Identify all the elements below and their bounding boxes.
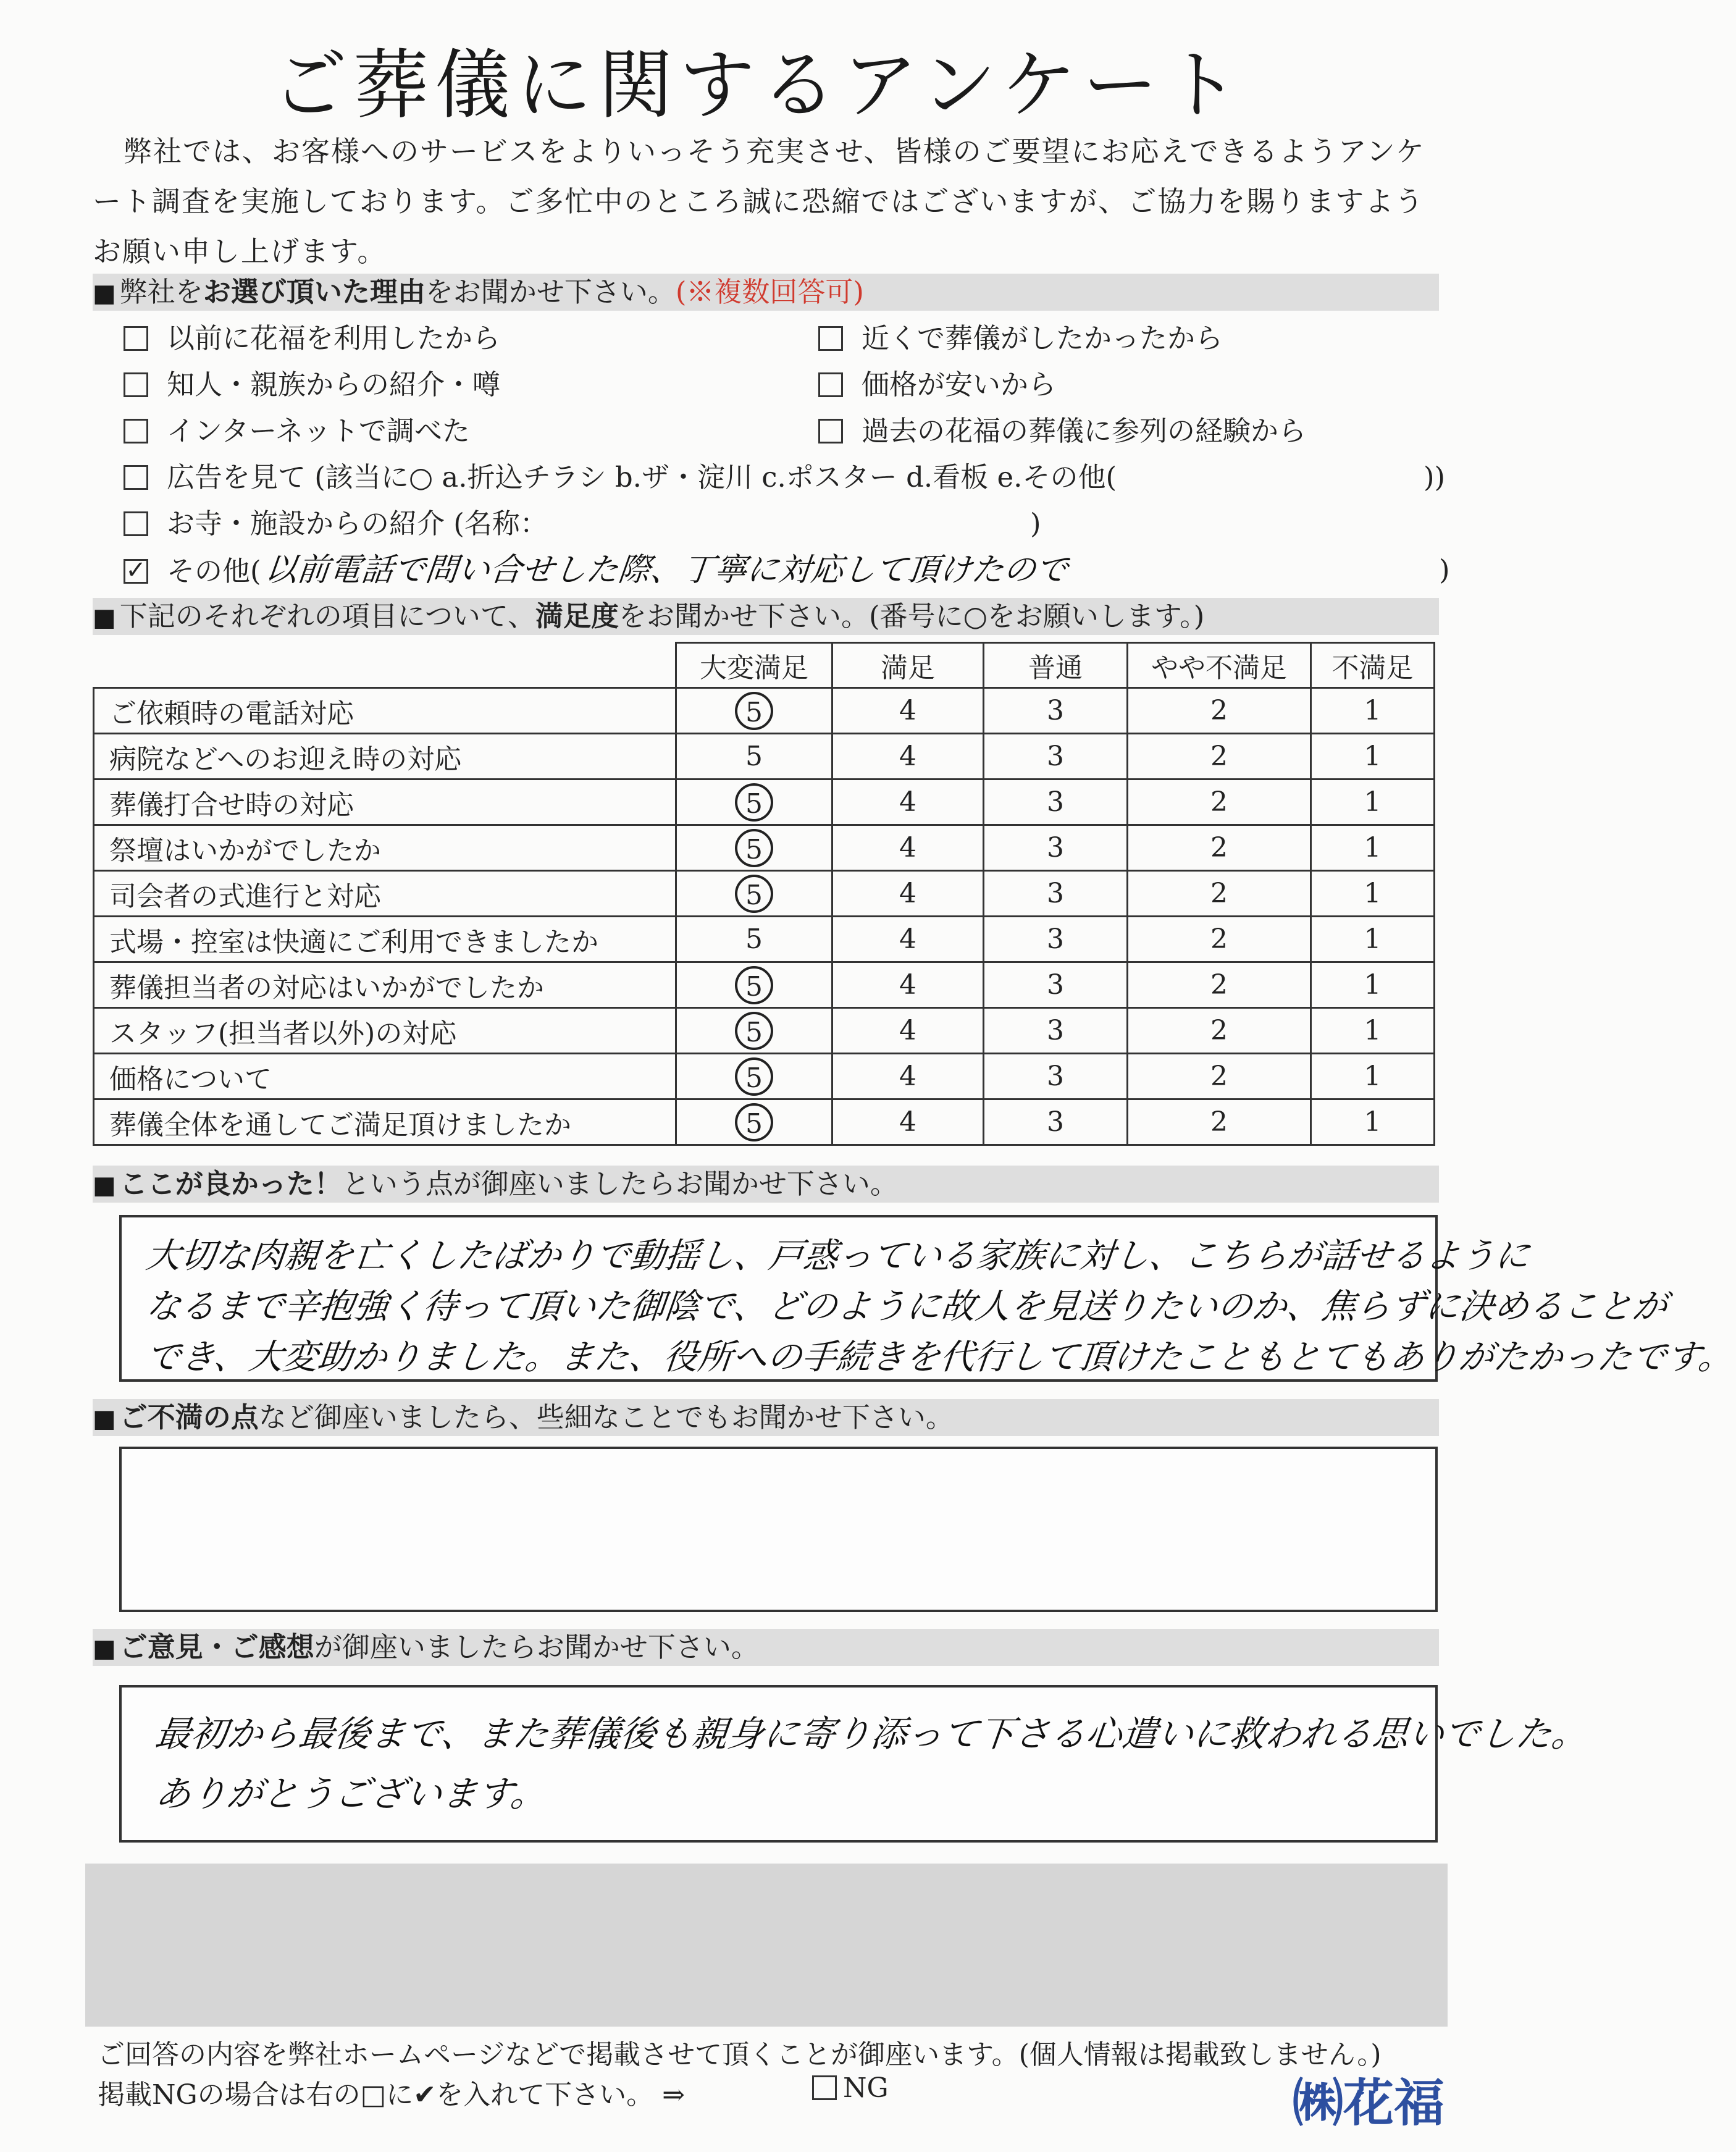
rating-item-label: 葬儀打合せ時の対応	[94, 780, 676, 825]
rating-cell[interactable]	[1311, 688, 1435, 734]
rating-cell[interactable]	[676, 962, 832, 1008]
rating-value: 3	[1047, 695, 1064, 726]
good-points-line: 大切な肉親を亡くしたばかりで動揺し、戸惑っている家族に対し、こちらが話せるように	[144, 1236, 1532, 1276]
rating-cell[interactable]	[676, 1008, 832, 1054]
rating-cell[interactable]	[1128, 917, 1311, 962]
rating-cell[interactable]	[1311, 780, 1435, 825]
good-points-line: なるまで辛抱強く待って頂いた御陰で、どのように故人を見送りたいのか、焦らずに決めることが	[144, 1287, 1669, 1327]
rating-value: 2	[1210, 832, 1228, 864]
rating-value: 4	[899, 1106, 916, 1138]
table-row	[94, 1099, 1435, 1145]
rating-item-label: ご依頼時の電話対応	[94, 688, 676, 734]
rating-value: 3	[1047, 923, 1064, 955]
rating-value: 1	[1364, 741, 1382, 772]
rating-cell[interactable]	[832, 917, 984, 962]
col-dissatisfied: 不満足	[1311, 643, 1435, 688]
rating-cell[interactable]	[984, 917, 1128, 962]
rating-cell[interactable]	[1311, 1054, 1435, 1099]
rating-value: 1	[1364, 1015, 1382, 1046]
rating-cell[interactable]	[1311, 917, 1435, 962]
rating-cell[interactable]	[984, 871, 1128, 917]
opinions-answer-box[interactable]	[119, 1685, 1590, 1843]
rating-cell[interactable]	[1128, 780, 1311, 825]
rating-item-label: スタッフ(担当者以外)の対応	[94, 1008, 676, 1054]
table-row	[94, 1054, 1435, 1099]
rating-value: 3	[1047, 878, 1064, 909]
complaints-answer-box[interactable]	[119, 1447, 1438, 1612]
rating-value: 4	[899, 969, 916, 1001]
selected-rating: 5	[735, 783, 773, 822]
rating-value: 2	[1210, 741, 1228, 772]
rating-value: 1	[1364, 695, 1382, 726]
rating-cell[interactable]	[1128, 1099, 1311, 1145]
rating-value: 2	[1210, 695, 1228, 726]
good-points-line: でき、大変助かりました。また、役所への手続きを代行して頂けたこともとてもありがたかったです。	[144, 1337, 1735, 1377]
rating-value: 3	[1047, 832, 1064, 864]
reason-option-nearby[interactable]: 近くで葬儀がしたかったから	[818, 320, 1223, 357]
redacted-area	[85, 1864, 1448, 2027]
rating-cell[interactable]	[676, 734, 832, 780]
checkbox-checked[interactable]	[124, 555, 148, 584]
table-header-row	[94, 643, 1435, 688]
section-complaints-header: ■ ご不満の点など御座いましたら、些細なことでもお聞かせ下さい。	[93, 1399, 1439, 1436]
table-row	[94, 1008, 1435, 1054]
selected-rating: 5	[735, 829, 773, 867]
rating-cell[interactable]	[676, 1099, 832, 1145]
checkbox[interactable]	[818, 419, 843, 443]
rating-item-label: 式場・控室は快適にご利用できましたか	[94, 917, 676, 962]
rating-cell[interactable]	[1128, 1054, 1311, 1099]
ng-checkbox-option[interactable]: NG	[812, 2072, 889, 2104]
rating-value: 3	[1047, 786, 1064, 818]
rating-cell[interactable]	[676, 871, 832, 917]
header-blank	[94, 643, 676, 688]
ng-checkbox[interactable]	[812, 2075, 837, 2100]
rating-cell[interactable]	[832, 688, 984, 734]
rating-cell[interactable]	[1311, 962, 1435, 1008]
page-title: ご葬儀に関するアンケート	[272, 41, 1246, 129]
reason-option-other[interactable]: ✓ その他(以前電話で問い合せした際、丁寧に対応して頂けたので	[124, 552, 1068, 590]
rating-value: 2	[1210, 923, 1228, 955]
rating-cell[interactable]	[832, 962, 984, 1008]
company-logo: ㈱花福	[1292, 2074, 1445, 2133]
rating-cell[interactable]	[984, 1099, 1128, 1145]
section-reasons-header: ■ 弊社をお選び頂いた理由をお聞かせ下さい。(※複数回答可)	[93, 274, 1439, 311]
rating-cell[interactable]	[1128, 734, 1311, 780]
reason-option-internet[interactable]: インターネットで調べた	[124, 413, 470, 450]
opinions-line: ありがとうございます。	[153, 1773, 549, 1815]
reason-option-referral[interactable]: 知人・親族からの紹介・噂	[124, 366, 500, 403]
rating-cell[interactable]	[1311, 871, 1435, 917]
rating-cell[interactable]	[676, 688, 832, 734]
rating-cell[interactable]	[984, 688, 1128, 734]
rating-value: 2	[1210, 969, 1228, 1001]
reason-option-temple-close: )	[1030, 507, 1041, 540]
rating-value: 1	[1364, 969, 1382, 1001]
rating-cell[interactable]	[832, 871, 984, 917]
table-row	[94, 825, 1435, 871]
rating-cell[interactable]	[1311, 734, 1435, 780]
rating-value: 4	[899, 1061, 916, 1092]
section-opinions-header: ■ ご意見・ご感想が御座いましたらお聞かせ下さい。	[93, 1629, 1439, 1666]
checkbox[interactable]	[124, 372, 148, 397]
section-satisfaction-header: ■ 下記のそれぞれの項目について、満足度をお聞かせ下さい。(番号に○をお願いします。)	[93, 598, 1439, 635]
rating-cell[interactable]	[676, 1054, 832, 1099]
section-good-points-header: ■ ここが良かった！という点が御座いましたらお聞かせ下さい。	[93, 1166, 1439, 1203]
reason-option-other-close: )	[1439, 553, 1450, 586]
good-points-answer-box[interactable]	[119, 1215, 1735, 1382]
table-row	[94, 734, 1435, 780]
reason-option-advertisement[interactable]: 広告を見て (該当に○ a.折込チラシ b.ザ・淀川 c.ポスター d.看板 e.その他(	[124, 459, 1117, 496]
rating-cell[interactable]	[832, 1054, 984, 1099]
col-neutral: 普通	[984, 643, 1128, 688]
reason-option-advertisement-close: ))	[1424, 461, 1446, 494]
rating-cell[interactable]	[676, 917, 832, 962]
rating-value: 1	[1364, 832, 1382, 864]
rating-value: 2	[1210, 786, 1228, 818]
reason-option-temple[interactable]: お寺・施設からの紹介 (名称：	[124, 505, 548, 542]
selected-rating: 5	[735, 966, 773, 1004]
rating-value: 1	[1364, 878, 1382, 909]
reason-option-previous-use[interactable]: 以前に花福を利用したから	[124, 320, 500, 357]
other-reason-handwritten: 以前電話で問い合せした際、丁寧に対応して頂けたので	[262, 552, 1070, 589]
checkbox[interactable]	[818, 372, 843, 397]
rating-item-label: 価格について	[94, 1054, 676, 1099]
rating-cell[interactable]	[984, 825, 1128, 871]
rating-cell[interactable]	[1128, 962, 1311, 1008]
checkmark-icon: ✓	[125, 555, 146, 584]
checkbox[interactable]	[124, 465, 148, 490]
rating-cell[interactable]	[984, 1008, 1128, 1054]
selected-rating: 5	[735, 1103, 773, 1141]
table-row	[94, 871, 1435, 917]
table-row	[94, 962, 1435, 1008]
rating-cell[interactable]	[984, 734, 1128, 780]
col-satisfied: 満足	[832, 643, 984, 688]
rating-value: 5	[745, 923, 763, 955]
rating-cell[interactable]	[676, 825, 832, 871]
rating-value: 2	[1210, 878, 1228, 909]
rating-cell[interactable]	[984, 1054, 1128, 1099]
table-row	[94, 780, 1435, 825]
checkbox[interactable]	[818, 326, 843, 351]
selected-rating: 5	[735, 692, 773, 730]
rating-value: 4	[899, 786, 916, 818]
rating-value: 3	[1047, 1015, 1064, 1046]
rating-cell[interactable]	[984, 780, 1128, 825]
rating-item-label: 葬儀担当者の対応はいかがでしたか	[94, 962, 676, 1008]
rating-item-label: 司会者の式進行と対応	[94, 871, 676, 917]
rating-value: 4	[899, 878, 916, 909]
rating-value: 3	[1047, 1061, 1064, 1092]
rating-cell[interactable]	[1128, 871, 1311, 917]
checkbox[interactable]	[124, 511, 148, 536]
rating-value: 2	[1210, 1106, 1228, 1138]
col-very-satisfied: 大変満足	[676, 643, 832, 688]
intro-text: 弊社では、お客様へのサービスをよりいっそう充実させ、皆様のご要望にお応えできるようアンケート調査を実施しております。ご多忙中のところ誠に恐縮ではございますが、ご協力を賜りますようお願い申し上げます。	[93, 135, 1425, 268]
rating-cell[interactable]	[1128, 825, 1311, 871]
satisfaction-table	[93, 642, 1435, 1146]
rating-value: 1	[1364, 923, 1382, 955]
rating-value: 2	[1210, 1061, 1228, 1092]
col-somewhat-dissatisfied: やや不満足	[1128, 643, 1311, 688]
opinions-line: 最初から最後まで、また葬儀後も親身に寄り添って下さる心遣いに救われる思いでした。	[153, 1713, 1590, 1755]
rating-value: 1	[1364, 1106, 1382, 1138]
checkbox[interactable]	[124, 419, 148, 443]
selected-rating: 5	[735, 1057, 773, 1096]
rating-value: 2	[1210, 1015, 1228, 1046]
reason-option-price[interactable]: 価格が安いから	[818, 366, 1056, 403]
rating-cell[interactable]	[984, 962, 1128, 1008]
rating-cell[interactable]	[1128, 1008, 1311, 1054]
rating-value: 3	[1047, 741, 1064, 772]
rating-cell[interactable]	[676, 780, 832, 825]
rating-cell[interactable]	[832, 825, 984, 871]
reason-option-attended[interactable]: 過去の花福の葬儀に参列の経験から	[818, 413, 1306, 450]
rating-value: 3	[1047, 969, 1064, 1001]
checkbox[interactable]	[124, 326, 148, 351]
rating-item-label: 病院などへのお迎え時の対応	[94, 734, 676, 780]
rating-cell[interactable]	[1311, 825, 1435, 871]
table-row	[94, 917, 1435, 962]
rating-value: 1	[1364, 1061, 1382, 1092]
rating-value: 4	[899, 923, 916, 955]
rating-cell[interactable]	[832, 1099, 984, 1145]
rating-cell[interactable]	[832, 734, 984, 780]
publication-ng-instruction: 掲載NGの場合は右の□に✔を入れて下さい。 ⇒	[98, 2079, 685, 2111]
table-row	[94, 688, 1435, 734]
rating-value: 1	[1364, 786, 1382, 818]
rating-value: 4	[899, 741, 916, 772]
rating-value: 4	[899, 832, 916, 864]
rating-cell[interactable]	[832, 780, 984, 825]
selected-rating: 5	[735, 875, 773, 913]
publication-notice: ご回答の内容を弊社ホームページなどで掲載させて頂くことが御座います。(個人情報は掲載致しません。)	[98, 2039, 1382, 2070]
rating-value: 4	[899, 695, 916, 726]
rating-value: 4	[899, 1015, 916, 1046]
rating-value: 3	[1047, 1106, 1064, 1138]
rating-cell[interactable]	[1128, 688, 1311, 734]
rating-cell[interactable]	[1311, 1008, 1435, 1054]
selected-rating: 5	[735, 1012, 773, 1050]
rating-item-label: 祭壇はいかがでしたか	[94, 825, 676, 871]
rating-value: 5	[745, 741, 763, 772]
rating-item-label: 葬儀全体を通してご満足頂けましたか	[94, 1099, 676, 1145]
rating-cell[interactable]	[1311, 1099, 1435, 1145]
rating-cell[interactable]	[832, 1008, 984, 1054]
